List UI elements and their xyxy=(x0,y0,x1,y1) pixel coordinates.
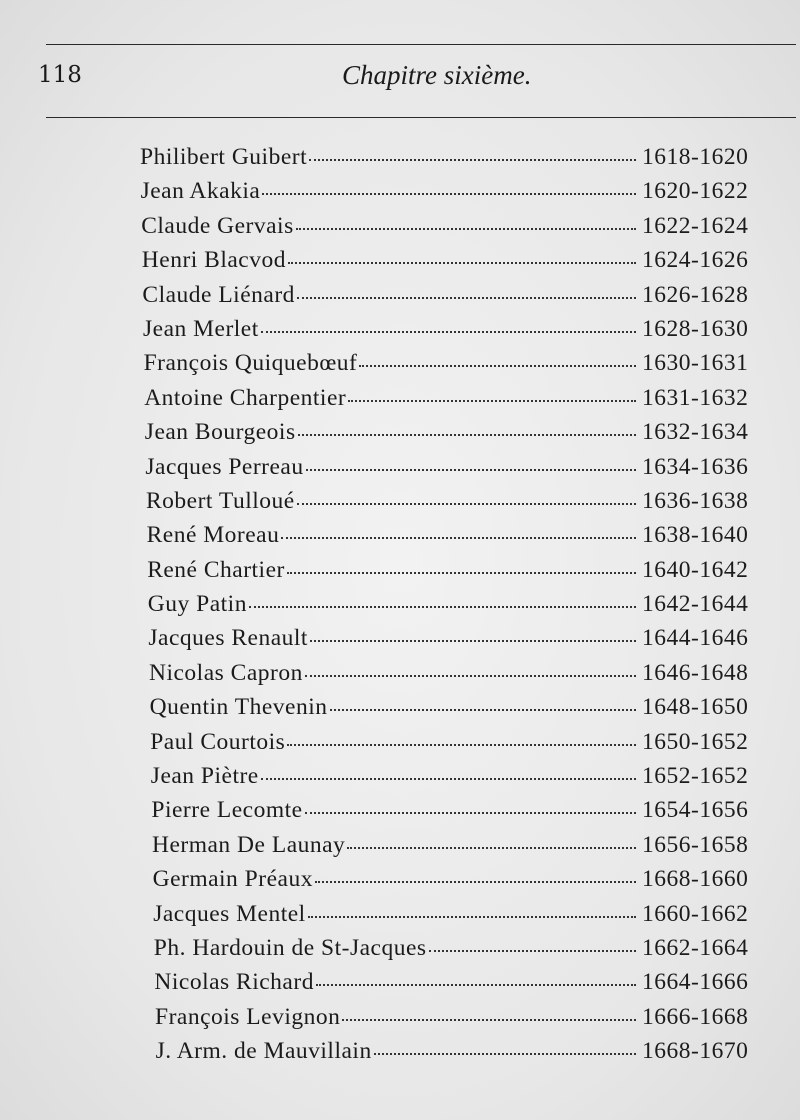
entry-name: Philibert Guibert xyxy=(140,144,308,170)
dot-leader xyxy=(288,261,636,264)
entry-name: Nicolas Richard xyxy=(154,969,314,996)
entry-years: 1662-1664 xyxy=(642,934,749,961)
dot-leader xyxy=(281,536,636,539)
header-bottom-rule xyxy=(46,117,796,118)
list-item xyxy=(151,763,760,797)
entry-name: Pierre Lecomte xyxy=(151,797,303,824)
entry-name: Jacques Mentel xyxy=(153,900,306,927)
dot-leader xyxy=(305,674,636,677)
list-item xyxy=(154,969,760,1003)
dot-leader xyxy=(297,296,636,299)
entry-name: Jacques Renault xyxy=(148,625,308,652)
list-item xyxy=(147,557,760,591)
entry-years: 1654-1656 xyxy=(642,797,749,824)
dot-leader xyxy=(305,811,636,814)
entry-name: Germain Préaux xyxy=(152,866,313,893)
entry-years: 1644-1646 xyxy=(642,625,749,652)
list-item xyxy=(145,454,760,488)
entry-years: 1660-1662 xyxy=(642,900,749,927)
entry-name: Jean Bourgeois xyxy=(144,419,296,446)
header-top-rule xyxy=(46,44,796,45)
list-item xyxy=(140,144,760,178)
list-item xyxy=(142,282,760,316)
entry-years: 1631-1632 xyxy=(642,384,749,411)
dot-leader xyxy=(359,364,636,367)
list-item xyxy=(141,213,760,247)
dot-leader xyxy=(262,192,636,195)
dot-leader xyxy=(309,158,636,161)
list-item xyxy=(150,694,760,728)
entry-years: 1628-1630 xyxy=(642,315,749,342)
dot-leader xyxy=(374,1052,636,1055)
entry-name: Paul Courtois xyxy=(150,728,286,755)
dot-leader xyxy=(298,433,636,436)
entry-name: J. Arm. de Mauvillain xyxy=(155,1038,372,1065)
dot-leader xyxy=(348,399,636,402)
chapter-title: Chapitre sixième. xyxy=(342,60,532,90)
entry-name: Antoine Charpentier xyxy=(144,384,347,411)
list-item xyxy=(142,247,760,281)
entry-years: 1648-1650 xyxy=(642,694,749,721)
dot-leader xyxy=(297,502,636,505)
entry-name: François Quiquebœuf xyxy=(143,350,358,377)
entry-years: 1620-1622 xyxy=(642,178,749,205)
list-item xyxy=(146,488,760,522)
dot-leader xyxy=(315,880,636,883)
list-item xyxy=(143,316,760,350)
dot-leader xyxy=(287,571,636,574)
dot-leader xyxy=(308,915,636,918)
list-item xyxy=(144,350,760,384)
entry-years: 1656-1658 xyxy=(642,831,749,858)
entry-name: Henri Blacvod xyxy=(141,247,286,274)
entry-years: 1624-1626 xyxy=(642,247,749,274)
entry-years: 1618-1620 xyxy=(642,144,749,170)
page-number: 118 xyxy=(38,62,82,88)
entry-years: 1668-1670 xyxy=(642,1038,749,1065)
entry-name: Jean Piètre xyxy=(150,763,259,790)
list-item xyxy=(141,178,760,212)
list-item xyxy=(151,797,760,831)
list-item xyxy=(144,385,760,419)
entry-years: 1638-1640 xyxy=(642,522,749,549)
list-item xyxy=(150,729,760,763)
list-item xyxy=(156,1038,760,1072)
dot-leader xyxy=(310,639,636,642)
entry-name: Jacques Perreau xyxy=(145,453,304,480)
dot-leader xyxy=(316,983,636,986)
entry-years: 1668-1660 xyxy=(642,866,749,893)
list-item xyxy=(153,866,760,900)
dot-leader xyxy=(347,846,636,849)
entry-name: Guy Patin xyxy=(147,591,247,618)
entry-name: François Levignon xyxy=(155,1003,341,1030)
entry-name: Ph. Hardouin de St-Jacques xyxy=(153,934,427,961)
list-item xyxy=(147,522,760,556)
dot-leader xyxy=(330,708,637,711)
list-item xyxy=(149,660,760,694)
list-item xyxy=(155,1004,760,1038)
entry-name: René Chartier xyxy=(147,556,285,583)
list-item xyxy=(148,591,760,625)
dot-leader xyxy=(261,777,636,780)
dot-leader xyxy=(261,330,636,333)
entry-years: 1666-1668 xyxy=(642,1003,749,1030)
entry-name: René Moreau xyxy=(146,522,280,549)
list-item xyxy=(152,832,760,866)
list-item xyxy=(148,625,760,659)
dot-leader xyxy=(429,949,636,952)
entry-name: Jean Merlet xyxy=(143,315,259,342)
entry-name: Jean Akakia xyxy=(140,178,261,205)
entry-name: Robert Tulloué xyxy=(146,487,295,514)
list-item xyxy=(154,935,760,969)
entry-years: 1630-1631 xyxy=(642,350,749,377)
dot-leader xyxy=(306,468,636,471)
entry-name: Herman De Launay xyxy=(152,831,346,858)
entry-years: 1646-1648 xyxy=(642,659,749,686)
entry-years: 1664-1666 xyxy=(642,969,749,996)
entry-years: 1632-1634 xyxy=(642,419,749,446)
dean-list xyxy=(140,144,760,1073)
entry-years: 1626-1628 xyxy=(642,281,749,308)
dot-leader xyxy=(296,227,636,230)
entry-years: 1636-1638 xyxy=(642,487,749,514)
entry-name: Quentin Thevenin xyxy=(149,694,328,721)
page-header xyxy=(38,60,798,100)
list-item xyxy=(145,419,760,453)
entry-years: 1634-1636 xyxy=(642,453,749,480)
entry-years: 1640-1642 xyxy=(642,556,749,583)
entry-name: Nicolas Capron xyxy=(149,659,303,686)
entry-years: 1642-1644 xyxy=(642,591,749,618)
entry-name: Claude Gervais xyxy=(141,212,294,239)
entry-name: Claude Liénard xyxy=(142,281,295,308)
entry-years: 1622-1624 xyxy=(642,212,749,239)
dot-leader xyxy=(342,1018,636,1021)
dot-leader xyxy=(287,743,636,746)
dot-leader xyxy=(249,605,636,608)
list-item xyxy=(153,901,760,935)
entry-years: 1650-1652 xyxy=(642,728,749,755)
entry-years: 1652-1652 xyxy=(642,763,749,790)
